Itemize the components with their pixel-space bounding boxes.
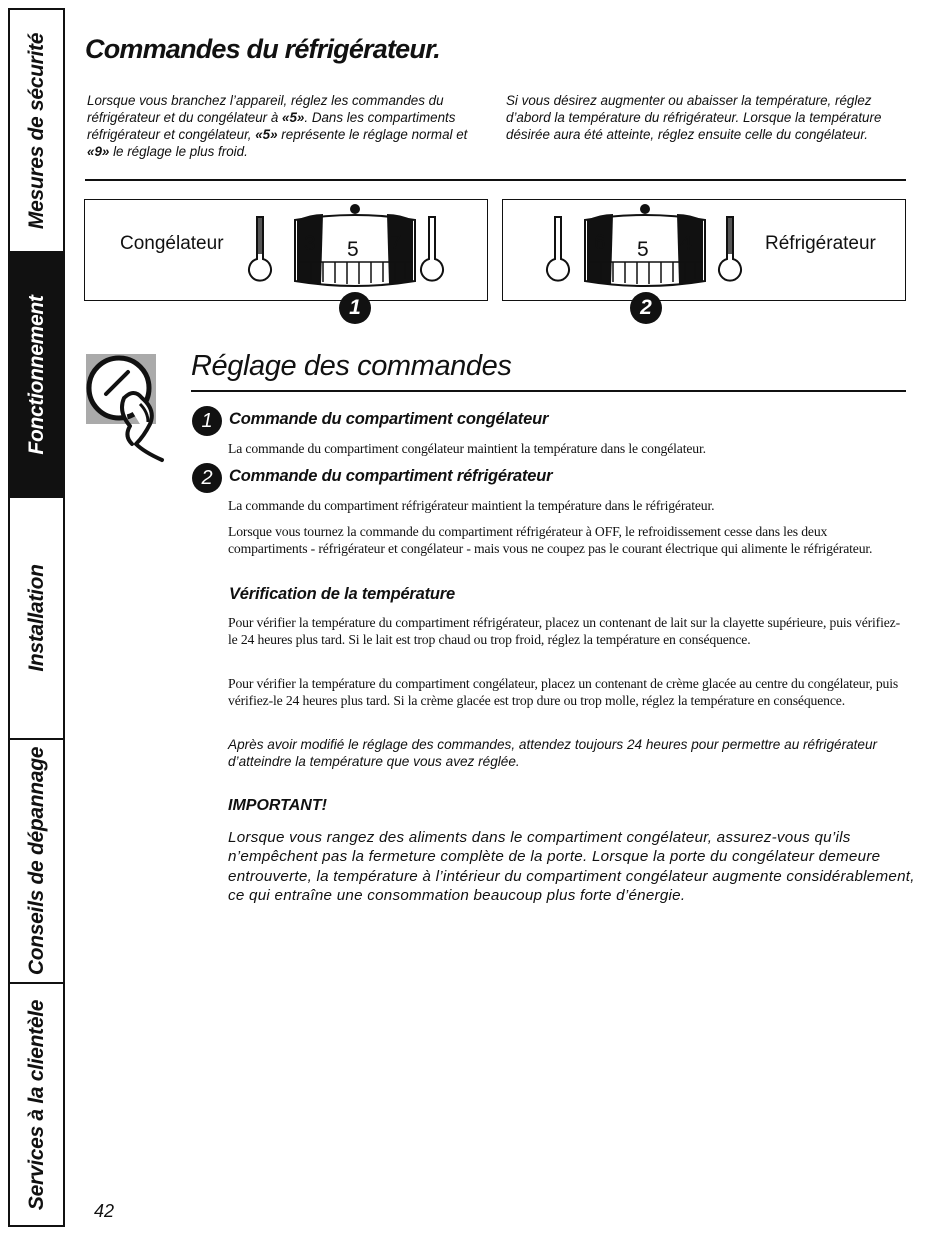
freezer-label: Congélateur: [120, 233, 224, 254]
fridge-off-text: Lorsque vous tournez la commande du compartiment réfrigérateur à OFF, le refroidissement cesse dans les deux compartiments - réfrigérateur et congélateur - mais vous ne coupez pas le courant électrique qui alimente le réfrigérateur.: [228, 524, 873, 556]
step-number-1: 1: [192, 406, 222, 436]
dial-number: 4: [680, 232, 692, 255]
intro-right: Si vous désirez augmenter ou abaisser la température, réglez d’abord la température du réfrigérateur. Lorsque la température désirée aura été atteinte, réglez ensuite celle du congélateur.: [506, 93, 882, 142]
fridge-check-text: Pour vérifier la température du compartiment réfrigérateur, placez un contenant de lait sur la clayette supérieure, puis vérifiez-le 24 heures plus tard. Si le lait est trop chaud ou trop froid, réglez la température en conséquence.: [228, 615, 900, 647]
important-heading: IMPORTANT!: [228, 797, 327, 814]
fridge-control-panel: [502, 199, 906, 301]
intro-left: Lorsque vous branchez l’appareil, réglez les commandes du réfrigérateur et du congélateur à «5». Dans les compartiments réfrigérateur et congélateur, «5» représente le réglage normal et «9» le réglage le plus froid.: [87, 93, 468, 159]
fridge-control-heading: Commande du compartiment réfrigérateur: [229, 467, 553, 485]
tab-conseils-de-depannage[interactable]: [10, 740, 63, 984]
tab-label: Mesures de sécurité: [24, 32, 48, 229]
dial-number: 3: [304, 232, 316, 255]
freezer-control-number: 1: [339, 292, 371, 324]
tab-fonctionnement[interactable]: [10, 253, 63, 498]
freezer-control-heading: Commande du compartiment congélateur: [229, 410, 549, 428]
tab-label: Services à la clientèle: [24, 999, 48, 1210]
page-number: 42: [94, 1201, 115, 1221]
tab-label: Fonctionnement: [24, 294, 48, 455]
important-text: Lorsque vous rangez des aliments dans le compartiment congélateur, assurez-vous qu’ils n’empêchent pas la fermeture complète de la porte. Lorsque la porte du congélateur demeure entrouverte, la température à l’intérieur du compartiment congélateur augmente considérablement, ce qui entraîne une consommation beaucoup plus forte d’énergie.: [228, 829, 915, 904]
tab-label: Installation: [24, 564, 48, 672]
tab-mesures-de-securite[interactable]: [10, 10, 63, 253]
fridge-control-number: 2: [630, 292, 662, 324]
freezer-control-text: La commande du compartiment congélateur maintient la température dans le congélateur.: [228, 441, 706, 456]
tab-label: Conseils de dépannage: [24, 746, 48, 976]
fridge-dial-illustration: [503, 200, 907, 302]
indicator-dot: [350, 204, 360, 214]
temperature-check-heading: Vérification de la température: [229, 585, 455, 603]
fridge-control-text: La commande du compartiment réfrigérateur maintient la température dans le réfrigérateur.: [228, 498, 715, 513]
divider: [191, 390, 906, 392]
hand-turning-dial-icon: [84, 340, 174, 465]
step-number-2: 2: [192, 463, 222, 493]
freezer-control-panel: [84, 199, 488, 301]
freezer-check-text: Pour vérifier la température du compartiment congélateur, placez un contenant de crème glacée au centre du congélateur, puis vérifiez-le 24 heures plus tard. Si la crème glacée est trop dure ou trop molle, réglez la température en conséquence.: [228, 676, 899, 708]
fridge-label: Réfrigérateur: [765, 233, 876, 254]
dial-number: 7: [390, 231, 402, 254]
divider: [85, 179, 906, 181]
page-title: Commandes du réfrigérateur.: [85, 34, 441, 64]
adjustment-note: Après avoir modifié le réglage des commandes, attendez toujours 24 heures pour permettre au réfrigérateur d’atteindre la température que vous avez réglée.: [228, 737, 878, 769]
side-tabs: [8, 8, 65, 1227]
tab-installation[interactable]: [10, 498, 63, 740]
freezer-dial-illustration: [85, 200, 489, 302]
dial-number: 6: [594, 231, 606, 254]
indicator-dot: [640, 204, 650, 214]
tab-services-a-la-clientele[interactable]: [10, 984, 63, 1225]
dial-number: 5: [347, 238, 359, 261]
section-title: Réglage des commandes: [191, 350, 512, 382]
dial-number: 5: [637, 238, 649, 261]
